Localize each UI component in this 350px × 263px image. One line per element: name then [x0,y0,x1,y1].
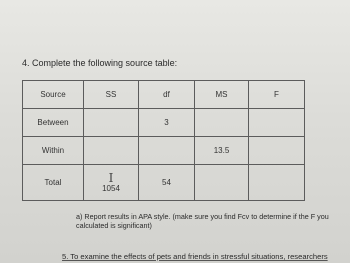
row-label-total: Total [23,165,84,201]
table-row-total [23,165,305,201]
row-label-within: Within [23,137,84,165]
header-f: F [249,81,305,109]
cell-within-ms[interactable]: 13.5 [195,137,249,165]
cell-between-df[interactable]: 3 [139,109,195,137]
cell-between-f[interactable] [249,109,305,137]
part-a-instruction: a) Report results in APA style. (make sure you find Fcv to determine if the F you calculated is significant) [76,212,329,230]
question-5-text: 5. To examine the effects of pets and friends in stressful situations, researchers [62,252,328,261]
header-ms: MS [195,81,249,109]
cell-within-ss[interactable] [84,137,139,165]
header-source: Source [23,81,84,109]
cell-total-ss-value: 1054 [102,184,120,193]
table-row-between [23,109,305,137]
cell-within-f[interactable] [249,137,305,165]
header-ss: SS [84,81,139,109]
source-table [22,80,305,201]
cell-total-f[interactable] [249,165,305,201]
cell-between-ss[interactable] [84,109,139,137]
cell-between-ms[interactable] [195,109,249,137]
cell-within-df[interactable] [139,137,195,165]
header-df: df [139,81,195,109]
text-cursor-icon: I [108,171,114,185]
cell-total-ms[interactable] [195,165,249,201]
row-label-between: Between [23,109,84,137]
cell-total-df[interactable]: 54 [139,165,195,201]
table-header-row [23,81,305,109]
question-4-prompt: 4. Complete the following source table: [22,58,178,68]
table-row-within [23,137,305,165]
cell-total-ss[interactable] [84,165,139,201]
